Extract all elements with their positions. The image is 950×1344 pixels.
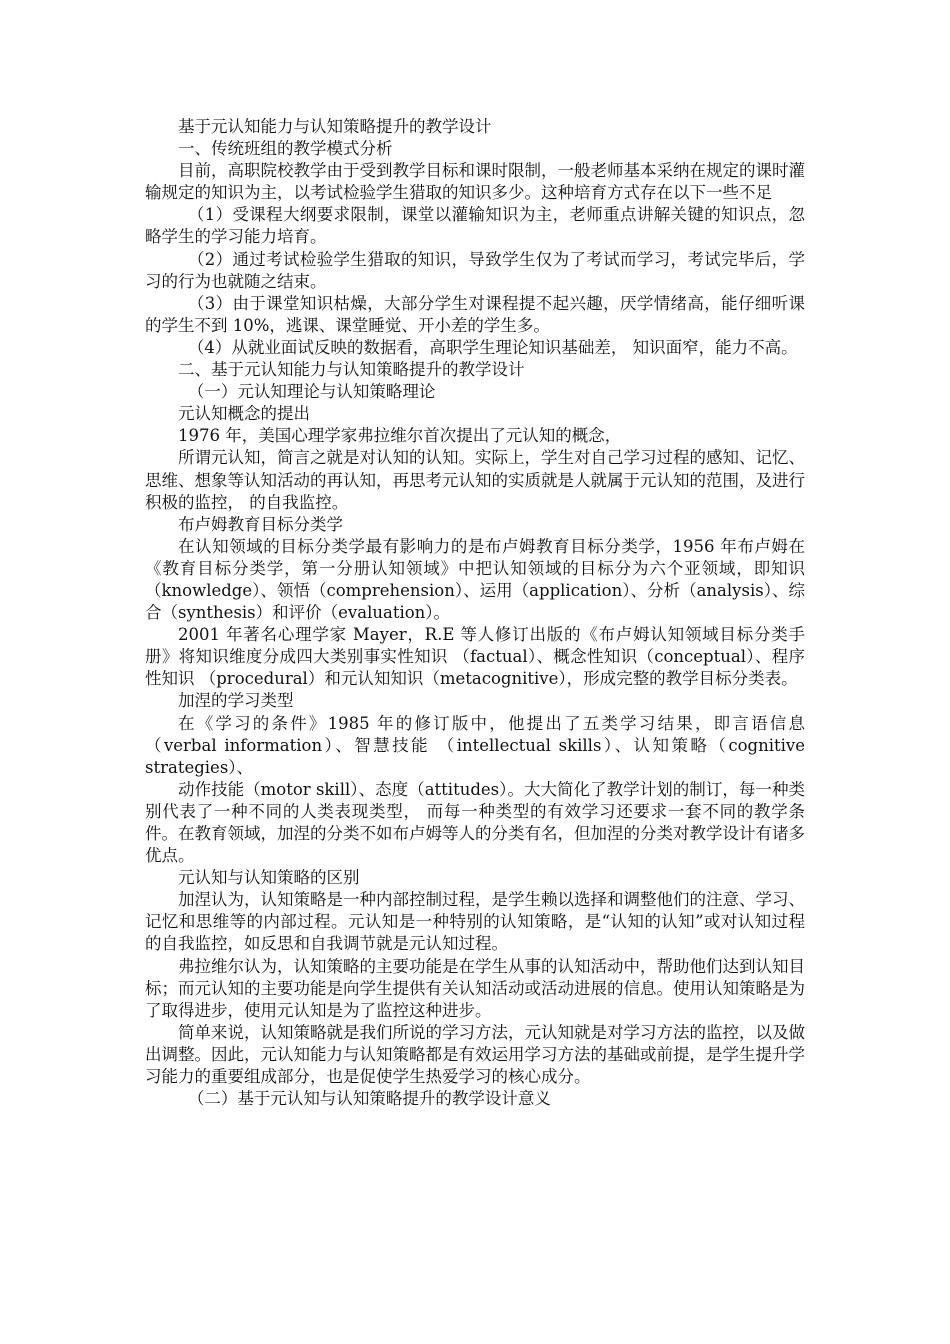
paragraph: 1976 年，美国心理学家弗拉维尔首次提出了元认知的概念， [178,426,622,446]
section-heading-2: 二、基于元认知能力与认知策略提升的教学设计 [178,360,525,380]
topic-heading: 布卢姆教育目标分类学 [178,514,343,534]
paragraph: 2001 年著名心理学家 Mayer，R.E 等人修订出版的《布卢姆认知领域目标分类手册》将知识维度分成四大类别事实性知识 （factual）、概念性知识（conceptual）、程序性知识 （procedural）和元认知知识（metacognitive），形成完整的教学目标分类表。 [145,625,805,689]
section-heading-1: 一、传统班组的教学模式分析 [178,139,393,159]
subsection-heading: （一）元认知理论与认知策略理论 [187,382,436,402]
paragraph: 在认知领域的目标分类学最有影响力的是布卢姆教育目标分类学，1956 年布卢姆在《教育目标分类学，第一分册认知领域》中把认知领域的目标分为六个亚领域，即知识 （knowledge）、领悟（comprehension）、运用（application）、分析（analysis）、综合（synthesis）和评价（evaluation）。 [145,536,805,623]
paragraph: 在《学习的条件》1985 年的修订版中，他提出了五类学习结果，即言语信息（verbal information）、智慧技能 （intellectual skills）、认知策略（cognitive strategies）、 [145,713,805,777]
list-item: （3）由于课堂知识枯燥，大部分学生对课程提不起兴趣，厌学情绪高，能仔细听课的学生不到 10%，逃课、课堂睡觉、开小差的学生多。 [145,293,805,335]
paragraph: 简单来说，认知策略就是我们所说的学习方法，元认知就是对学习方法的监控，以及做出调整。因此，元认知能力与认知策略都是有效运用学习方法的基础或前提，是学生提升学习能力的重要组成部分，也是促使学生热爱学习的核心成分。 [145,1022,805,1087]
list-item: （2）通过考试检验学生猎取的知识，导致学生仅为了考试而学习，考试完毕后，学习的行为也就随之结束。 [145,249,805,291]
paragraph: 所谓元认知，简言之就是对认知的认知。实际上，学生对自己学习过程的感知、记忆、思维、想象等认知活动的再认知，再思考元认知的实质就是人就属于元认知的范围，及进行积极的监控， 的自我监控。 [145,448,805,512]
paragraph: 弗拉维尔认为，认知策略的主要功能是在学生从事的认知活动中，帮助他们达到认知目标；而元认知的主要功能是向学生提供有关认知活动或活动进展的信息。使用认知策略是为了取得进步，使用元认知是为了监控这种进步。 [145,956,805,1020]
topic-heading: 元认知与认知策略的区别 [178,868,360,888]
paragraph: 动作技能（motor skill）、态度（attitudes）。大大简化了教学计划的制订，每一种类别代表了一种不同的人类表现类型， 而每一种类型的有效学习还要求一套不同的教学条件。在教育领域，加涅的分类不如布卢姆等人的分类有名，但加涅的分类对教学设计有诸多优点。 [145,779,805,866]
paragraph: 加涅认为，认知策略是一种内部控制过程，是学生赖以选择和调整他们的注意、学习、记忆和思维等的内部过程。元认知是一种特别的认知策略，是“认知的认知”或对认知过程的自我监控，如反思和自我调节就是元认知过程。 [145,890,805,954]
topic-heading: 元认知概念的提出 [178,404,310,424]
document-title: 基于元认知能力与认知策略提升的教学设计 [178,117,492,136]
subsection-heading: （二）基于元认知与认知策略提升的教学设计意义 [187,1089,551,1109]
list-item: （1）受课程大纲要求限制，课堂以灌输知识为主，老师重点讲解关键的知识点，忽略学生的学习能力培育。 [145,205,805,247]
document-body [145,116,805,1110]
list-item: （4）从就业面试反映的数据看，高职学生理论知识基础差， 知识面窄，能力不高。 [187,337,798,357]
paragraph: 目前，高职院校教学由于受到教学目标和课时限制，一般老师基本采纳在规定的课时灌输规定的知识为主，以考试检验学生猎取的知识多少。这种培育方式存在以下一些不足 [145,161,805,203]
topic-heading: 加涅的学习类型 [178,691,294,711]
